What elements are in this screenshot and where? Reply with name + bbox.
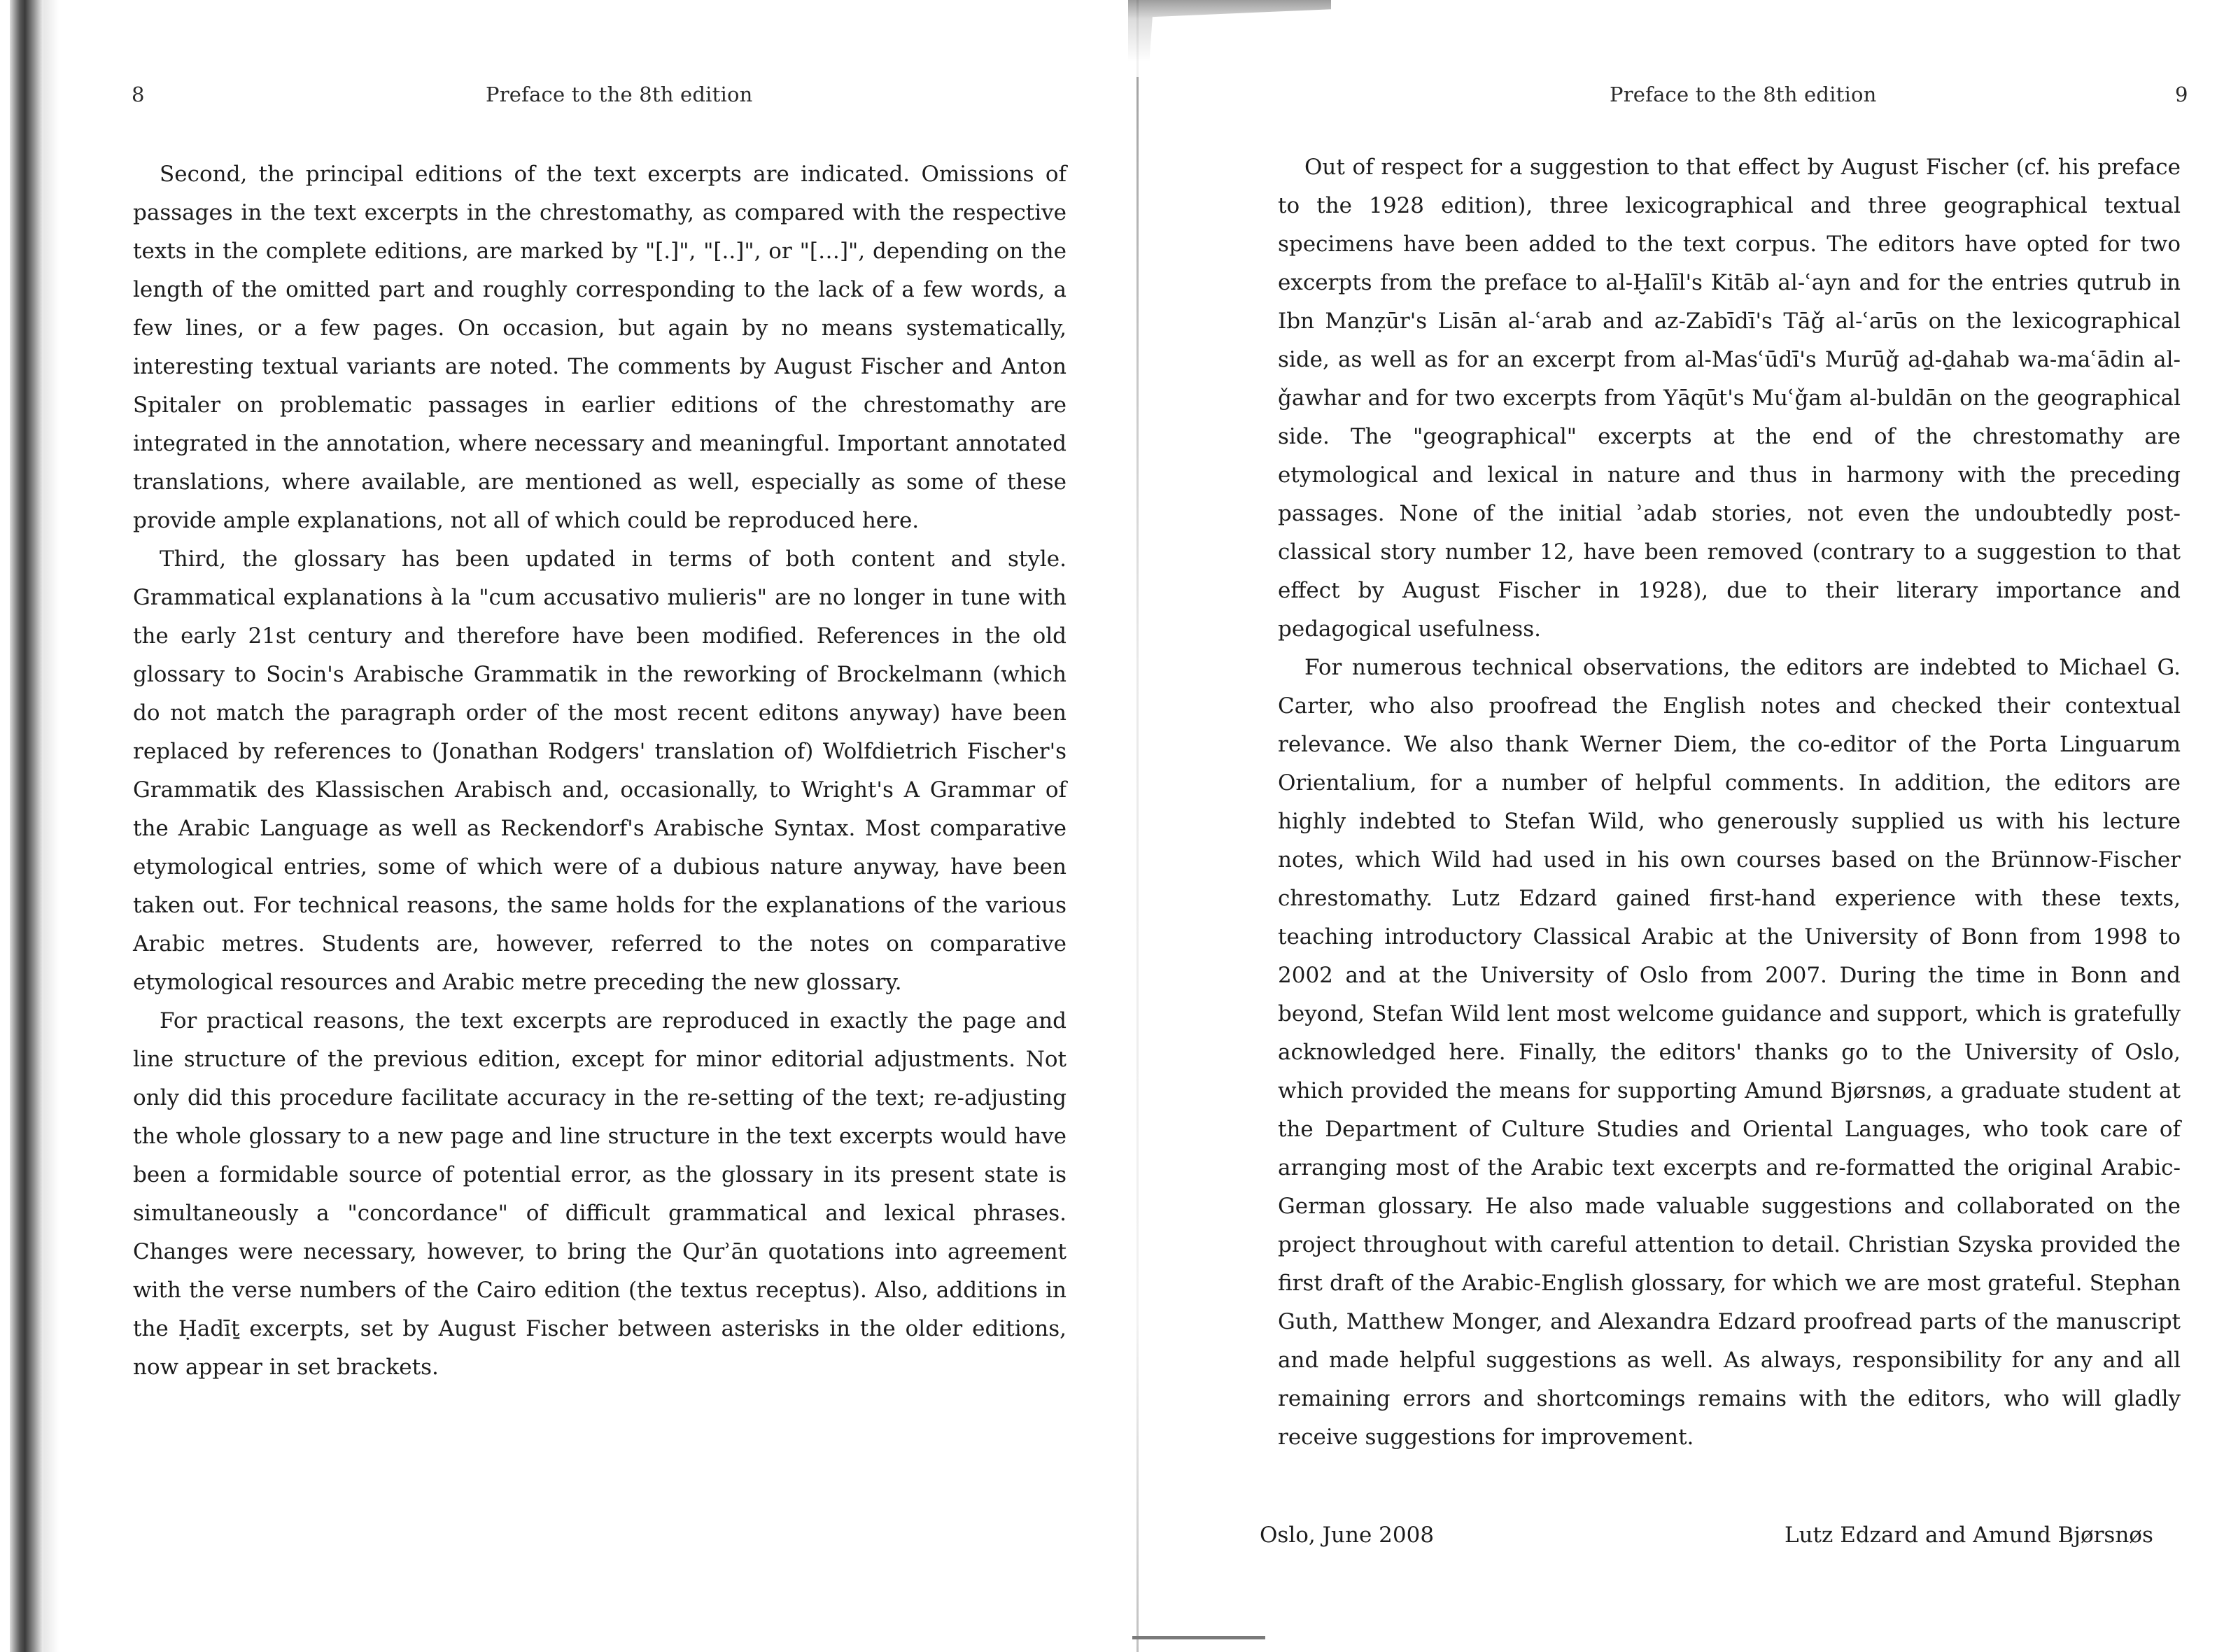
left-paragraph-1: Second, the principal editions of the text excerpts are indicated. Omissions of passages in the text excerpts in the chrestomathy, as compared with the respective texts in the complete editions, are marked by "[.]", "[..]", or "[…]", depending on the length of the omitted part and roughly corresponding to the lack of a few words, a few lines, or a few pages. On occasion, but again by no means systematically, interesting textual variants are noted. The comments by August Fischer and Anton Spitaler on problematic passages in earlier editions of the chrestomathy are integrated in the annotation, where necessary and meaningful. Important annotated translations, where available, are mentioned as well, especially as some of these provide ample explanations, not all of which could be reproduced here. bbox=[133, 162, 1067, 533]
right-page-number: 9 bbox=[2175, 83, 2188, 106]
left-paragraph-2: Third, the glossary has been updated in terms of both content and style. Grammatical explanations à la "cum accusativo mulieris" are no longer in tune with the early 21st century and therefore have been modified. References in the old glossary to Socin's Arabische Grammatik in the reworking of Brockelmann (which do not match the paragraph order of the most recent editons anyway) have been replaced by references to (Jonathan Rodgers' translation of) Wolfdietrich Fischer's Grammatik des Klassischen Arabisch and, occasionally, to Wright's A Grammar of the Arabic Language as well as Reckendorf's Arabische Syntax. Most comparative etymological entries, some of which were of a dubious nature anyway, have been taken out. For technical reasons, the same holds for the explanations of the various Arabic metres. Students are, however, referred to the notes on comparative etymological resources and Arabic metre preceding the new glossary. bbox=[133, 546, 1067, 995]
left-paragraph-3: For practical reasons, the text excerpts are reproduced in exactly the page and line structure of the previous edition, except for minor editorial adjustments. Not only did this procedure facilitate accuracy in the re-setting of the text; re-adjusting the whole glossary to a new page and line structure in the text excerpts would have been a formidable source of potential error, as the glossary in its present state is simultaneously a "concordance" of difficult grammatical and lexical phrases. Changes were necessary, however, to bring the Qurʾān quotations into agreement with the verse numbers of the Cairo edition (the textus receptus). Also, additions in the Ḥadīṯ excerpts, set by August Fischer between asterisks in the older editions, now appear in set brackets. bbox=[133, 1008, 1067, 1380]
left-running-head: Preface to the 8th edition bbox=[486, 83, 753, 106]
right-body-text bbox=[1278, 148, 2181, 1457]
left-page-number: 8 bbox=[132, 83, 145, 106]
right-paragraph-2: For numerous technical observations, the editors are indebted to Michael G. Carter, who also proofread the English notes and checked their contextual relevance. We also thank Werner Diem, the co-editor of the Porta Linguarum Orientalium, for a number of helpful comments. In addition, the editors are highly indebted to Stefan Wild, who generously supplied us with his lecture notes, which Wild had used in his own courses based on the Brünnow-Fischer chrestomathy. Lutz Edzard gained first-hand experience with these texts, teaching introductory Classical Arabic at the University of Bonn from 1998 to 2002 and at the University of Oslo from 2007. During the time in Bonn and beyond, Stefan Wild lent most welcome guidance and support, which is gratefully acknowledged here. Finally, the editors' thanks go to the University of Oslo, which provided the means for supporting Amund Bjørsnøs, a graduate student at the Department of Culture Studies and Oriental Languages, who took care of arranging most of the Arabic text excerpts and re-formatted the original Arabic-German glossary. He also made valuable suggestions and collaborated on the project throughout with careful attention to detail. Christian Szyska provided the first draft of the Arabic-English glossary, for which we are most grateful. Stephan Guth, Matthew Monger, and Alexandra Edzard proofread parts of the manuscript and made helpful suggestions as well. As always, responsibility for any and all remaining errors and shortcomings remains with the editors, who will gladly receive suggestions for improvement. bbox=[1278, 655, 2181, 1450]
left-body-text bbox=[133, 155, 1067, 1387]
signature: Lutz Edzard and Amund Bjørsnøs bbox=[1785, 1523, 2153, 1548]
right-page bbox=[1141, 0, 2231, 1652]
gutter-shadow bbox=[1136, 0, 1139, 1652]
right-paragraph-1: Out of respect for a suggestion to that effect by August Fischer (cf. his preface to the 1928 edition), three lexicographical and three geographical textual specimens have been added to the text corpus. The editors have opted for two excerpts from the preface to al-Ḫalīl's Kitāb al-ʿayn and for the entries qutrub in Ibn Manẓūr's Lisān al-ʿarab and az-Zabīdī's Tāǧ al-ʿarūs on the lexicographical side, as well as for an excerpt from al-Masʿūdī's Murūǧ aḏ-ḏahab wa-maʿādin al-ǧawhar and for two excerpts from Yāqūt's Muʿǧam al-buldān on the geographical side. The "geographical" excerpts at the end of the chrestomathy are etymological and lexical in nature and thus in harmony with the preceding passages. None of the initial ʾadab stories, not even the undoubtedly post-classical story number 12, have been removed (contrary to a suggestion to that effect by August Fischer in 1928), due to their literary importance and pedagogical usefulness. bbox=[1278, 155, 2181, 642]
place-date: Oslo, June 2008 bbox=[1260, 1523, 1435, 1548]
right-running-head: Preface to the 8th edition bbox=[1610, 83, 1877, 106]
